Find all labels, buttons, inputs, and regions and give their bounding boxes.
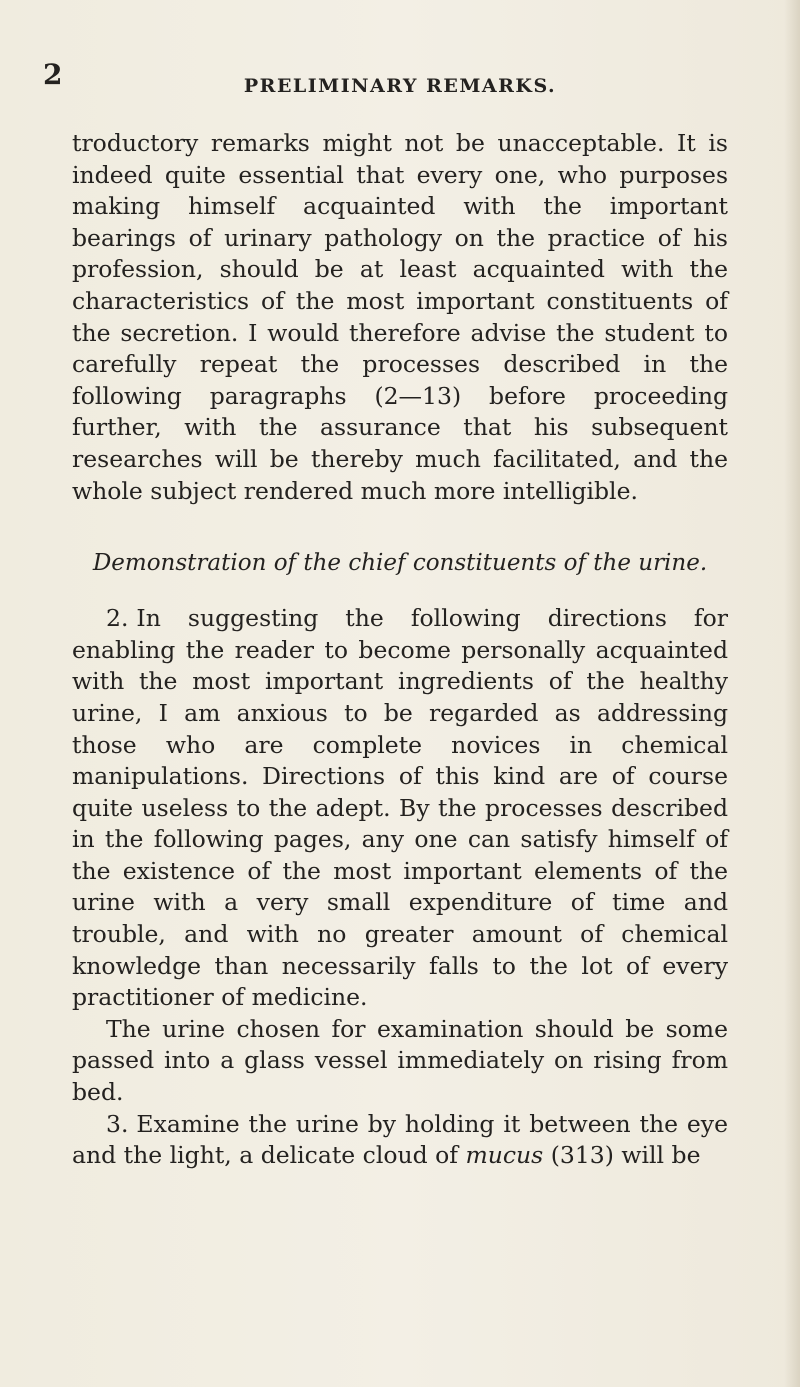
- paragraph-urine-choice: The urine chosen for examination should be some passed into a glass vessel immediately on rising from bed.: [72, 1014, 728, 1107]
- paragraph-text: In suggesting the following directions for enabling the reader to become personally acquainted with the most important ingredients of the healthy urine, I am anxious to be regarded as addressing those who are complete novices in chemical manipulations. Directions of this kind are of course quite useless to the adept. By the processes described in the following pages, any one can satisfy himself of the existence of the most important elements of the urine with a very small expenditure of time and trouble, and with no greater amount of chemical knowledge than necessarily falls to the lot of every practitioner of medicine.: [72, 604, 728, 1012]
- running-header-title: PRELIMINARY REMARKS.: [243, 75, 557, 97]
- paragraph-2: [72, 603, 728, 1014]
- running-header: [40, 60, 760, 100]
- paragraph-text: Examine the urine by holding it between the eye and the light, a delicate cloud of: [72, 1109, 728, 1170]
- page-number: 2: [43, 58, 63, 91]
- intro-paragraph: troductory remarks might not be unacceptable. It is indeed quite essential that every one, who purposes making himself acquainted with the important bearings of urinary pathology on the practice of his profession, should be at least acquainted with the characteristics of the most important constituents of the secretion. I would therefore advise the student to carefully repeat the processes described in the following paragraphs (2—13) before proceeding further, with the assurance that his subsequent researches will be thereby much facilitated, and the whole subject rendered much more intelligible.: [72, 129, 728, 505]
- page-body: [72, 128, 728, 1172]
- italic-term: mucus: [465, 1141, 544, 1170]
- section-heading: Demonstration of the chief constituents of the urine.: [92, 550, 708, 577]
- paragraph-number: 2.: [106, 604, 129, 633]
- paragraph-3: [72, 1109, 728, 1172]
- page-edge-shadow: [784, 0, 800, 1387]
- paragraph-number: 3.: [106, 1109, 129, 1138]
- paragraph-text-tail: (313) will be: [550, 1141, 701, 1170]
